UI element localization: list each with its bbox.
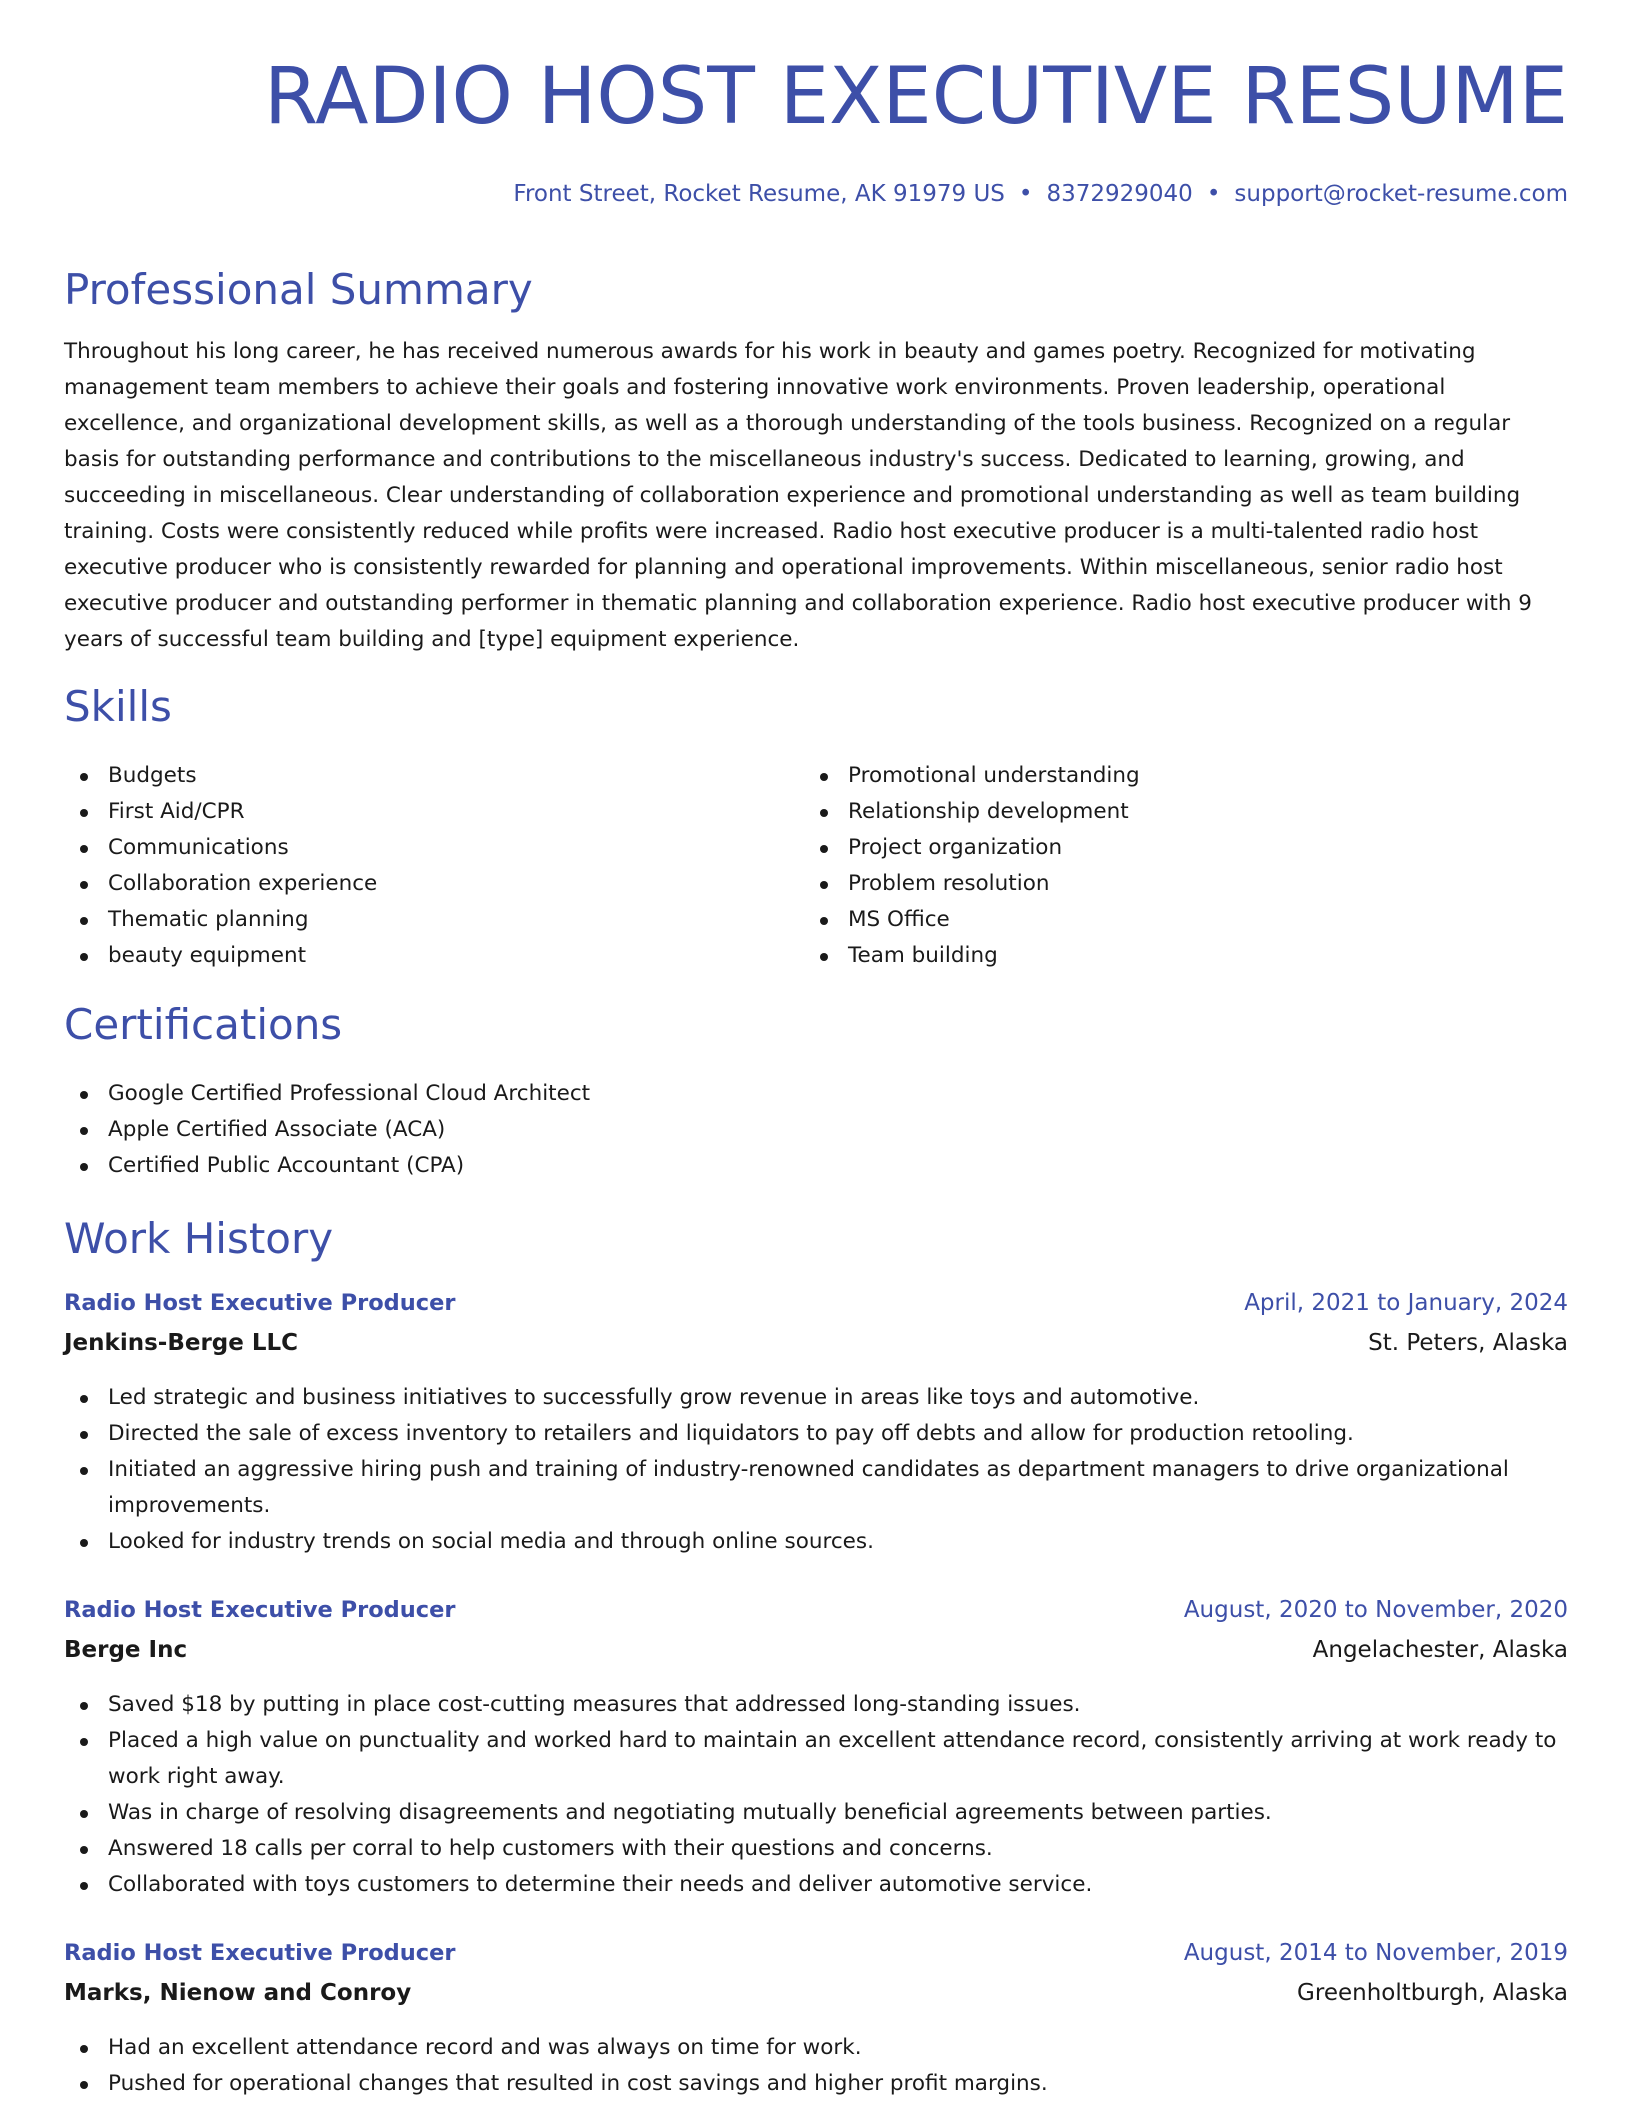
resume-title: RADIO HOST EXECUTIVE RESUME xyxy=(264,52,1568,142)
summary-heading: Professional Summary xyxy=(64,265,533,314)
job-entry xyxy=(64,1940,1568,2102)
job-title: Radio Host Executive Producer xyxy=(64,1597,456,1623)
skill-item: Thematic planning xyxy=(64,902,764,938)
skills-list-left xyxy=(64,758,764,974)
job-bullet: Had an excellent attendance record and was always on time for work. xyxy=(64,2030,1568,2066)
job-dates: August, 2020 to November, 2020 xyxy=(1183,1597,1568,1623)
skill-item: Relationship development xyxy=(804,794,1504,830)
job-bullet: Saved $18 by putting in place cost-cutting measures that addressed long-standing issues. xyxy=(64,1687,1568,1723)
skill-item: Project organization xyxy=(804,830,1504,866)
job-bullets xyxy=(64,1380,1568,1560)
certifications-heading: Certifications xyxy=(64,1000,343,1049)
skills-heading: Skills xyxy=(64,682,172,731)
contact-separator: • xyxy=(1206,181,1221,207)
job-location: St. Peters, Alaska xyxy=(1368,1330,1568,1356)
skill-item: beauty equipment xyxy=(64,938,764,974)
certifications-section xyxy=(64,1076,1568,1184)
work-history-heading: Work History xyxy=(64,1214,334,1263)
job-company-row xyxy=(64,1330,1568,1370)
summary-text: Throughout his long career, he has received numerous awards for his work in beauty and games poetry. Recognized for motivating management team members to achieve their goals and fostering innovative work environments. Proven leadership, operational excellence, and organizational development skills, as well as a thorough understanding of the tools business. Recognized on a regular basis for outstanding performance and contributions to the miscellaneous industry's success. Dedicated to learning, growing, and succeeding in miscellaneous. Clear understanding of collaboration experience and promotional understanding as well as team building training. Costs were consistently reduced while profits were increased. Radio host executive producer is a multi-talented radio host executive producer who is consistently rewarded for planning and operational improvements. Within miscellaneous, senior radio host executive producer and outstanding performer in thematic planning and collaboration experience. Radio host executive producer with 9 years of successful team building and [type] equipment experience. xyxy=(64,339,1532,652)
job-bullet: Was in charge of resolving disagreements and negotiating mutually beneficial agreements between parties. xyxy=(64,1795,1568,1831)
job-bullets xyxy=(64,2030,1568,2102)
certification-item: Google Certified Professional Cloud Architect xyxy=(64,1076,1568,1112)
job-header-row xyxy=(64,1290,1568,1330)
skill-item: Budgets xyxy=(64,758,764,794)
job-bullet: Looked for industry trends on social media and through online sources. xyxy=(64,1524,1568,1560)
skill-item: First Aid/CPR xyxy=(64,794,764,830)
job-entry xyxy=(64,1290,1568,1560)
contact-line xyxy=(513,183,1568,206)
certification-item: Certified Public Accountant (CPA) xyxy=(64,1148,1568,1184)
job-location: Greenholtburgh, Alaska xyxy=(1297,1980,1568,2006)
job-company: Marks, Nienow and Conroy xyxy=(64,1980,412,2006)
job-bullets xyxy=(64,1687,1568,1903)
job-dates: August, 2014 to November, 2019 xyxy=(1183,1940,1568,1966)
job-bullet: Directed the sale of excess inventory to retailers and liquidators to pay off debts and allow for production retooling. xyxy=(64,1416,1568,1452)
job-bullet: Collaborated with toys customers to determine their needs and deliver automotive service. xyxy=(64,1867,1568,1903)
skill-item: Team building xyxy=(804,938,1504,974)
certification-item: Apple Certified Associate (ACA) xyxy=(64,1112,1568,1148)
job-title: Radio Host Executive Producer xyxy=(64,1290,456,1316)
contact-address: Front Street, Rocket Resume, AK 91979 US xyxy=(513,181,1005,207)
job-header-row xyxy=(64,1597,1568,1637)
contact-separator: • xyxy=(1018,181,1033,207)
skills-list-right xyxy=(804,758,1504,974)
job-dates: April, 2021 to January, 2024 xyxy=(1244,1290,1568,1316)
skill-item: Problem resolution xyxy=(804,866,1504,902)
job-entry xyxy=(64,1597,1568,1903)
job-company-row xyxy=(64,1637,1568,1677)
skill-item: Promotional understanding xyxy=(804,758,1504,794)
job-bullet: Initiated an aggressive hiring push and training of industry-renowned candidates as department managers to drive organizational improvements. xyxy=(64,1452,1568,1524)
job-title: Radio Host Executive Producer xyxy=(64,1940,456,1966)
contact-phone: 8372929040 xyxy=(1046,181,1193,207)
skills-column-right xyxy=(804,758,1504,974)
skill-item: Collaboration experience xyxy=(64,866,764,902)
skill-item: Communications xyxy=(64,830,764,866)
contact-email: support@rocket-resume.com xyxy=(1234,181,1568,207)
job-company: Berge Inc xyxy=(64,1637,188,1663)
job-bullet: Answered 18 calls per corral to help customers with their questions and concerns. xyxy=(64,1831,1568,1867)
job-header-row xyxy=(64,1940,1568,1980)
job-company: Jenkins-Berge LLC xyxy=(64,1330,299,1356)
job-company-row xyxy=(64,1980,1568,2020)
certifications-list xyxy=(64,1076,1568,1184)
skill-item: MS Office xyxy=(804,902,1504,938)
job-bullet: Placed a high value on punctuality and worked hard to maintain an excellent attendance record, consistently arriving at work ready to work right away. xyxy=(64,1723,1568,1795)
job-location: Angelachester, Alaska xyxy=(1312,1637,1568,1663)
job-bullet: Pushed for operational changes that resulted in cost savings and higher profit margins. xyxy=(64,2066,1568,2102)
job-bullet: Led strategic and business initiatives to successfully grow revenue in areas like toys and automotive. xyxy=(64,1380,1568,1416)
skills-column-left xyxy=(64,758,764,974)
